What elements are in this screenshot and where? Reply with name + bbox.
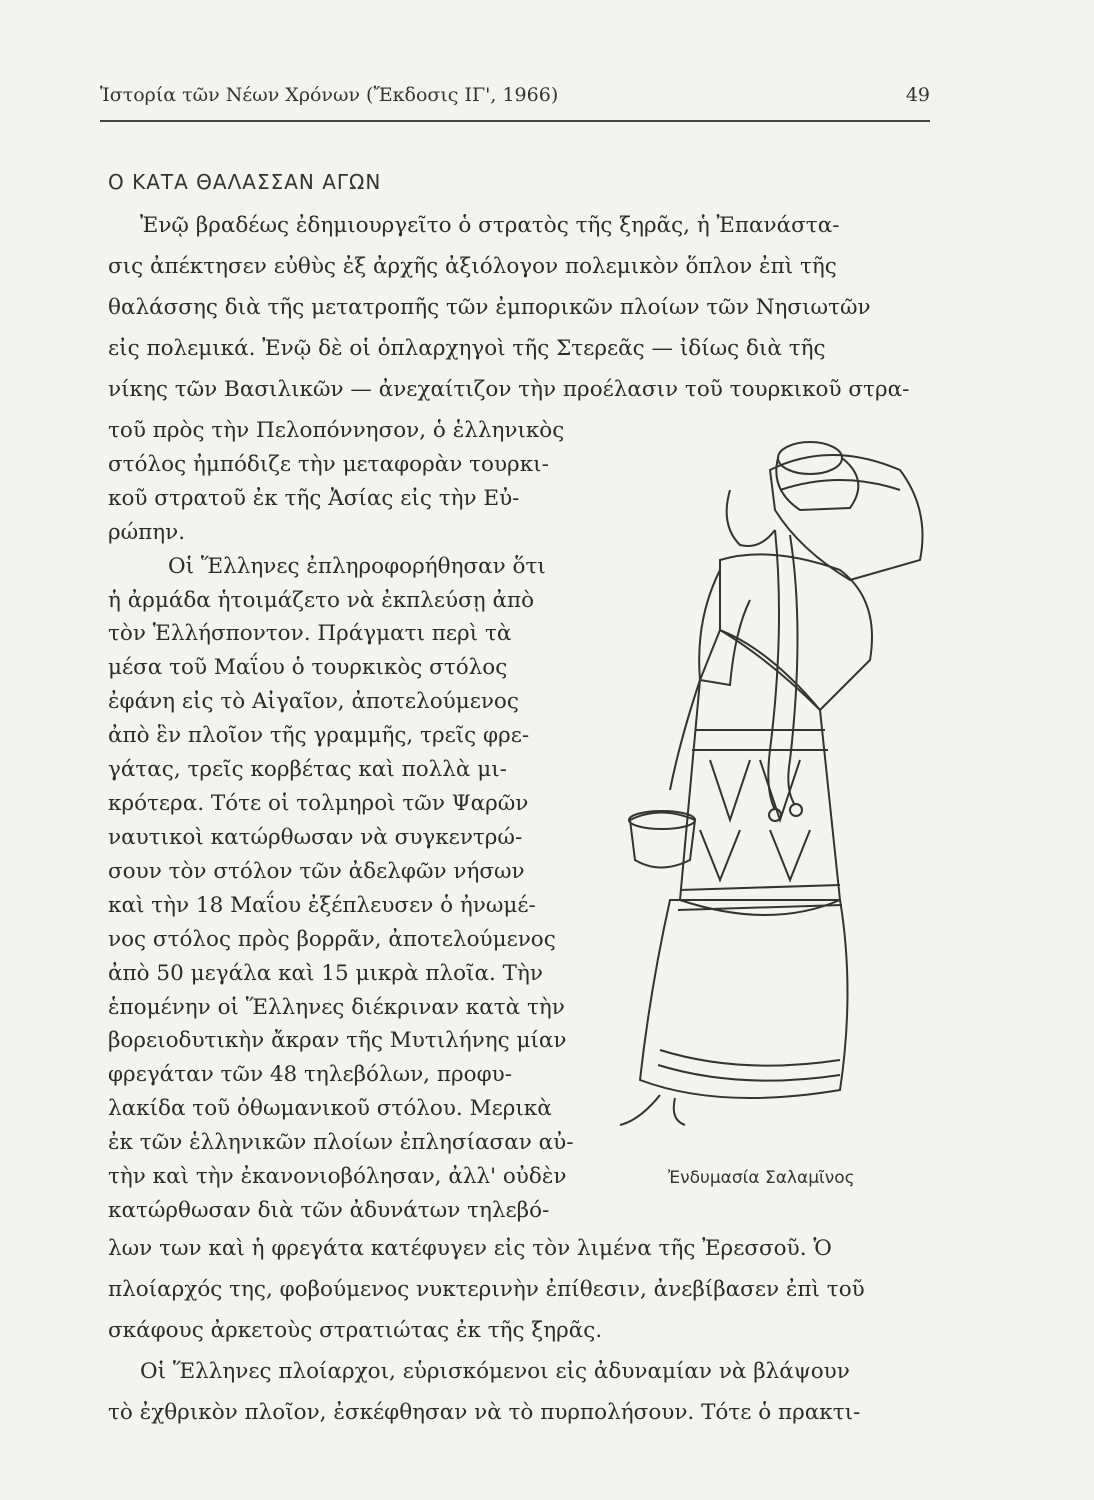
text-line: γάτας, τρεῖς κορβέτας καὶ πολλὰ μι- [108, 757, 507, 782]
page-number: 49 [905, 84, 930, 106]
text-line: σουν τὸν στόλον τῶν ἀδελφῶν νήσων [108, 859, 525, 884]
text-line: τὸ ἐχθρικὸν πλοῖον, ἐσκέφθησαν νὰ τὸ πυρπολήσουν. Τότε ὁ πρακτι- [108, 1400, 861, 1425]
text-line: ἐφάνη εἰς τὸ Αἰγαῖον, ἀποτελούμενος [108, 689, 519, 714]
text-line: Οἱ Ἕλληνες πλοίαρχοι, εὑρισκόμενοι εἰς ἀδυναμίαν νὰ βλάψουν [140, 1359, 850, 1384]
text-line: βορειοδυτικὴν ἄκραν τῆς Μυτιλήνης μίαν [108, 1028, 567, 1053]
text-line: ἡ ἀρμάδα ἡτοιμάζετο νὰ ἐκπλεύσῃ ἀπὸ [108, 588, 535, 613]
text-line: εἰς πολεμικά. Ἐνῷ δὲ οἱ ὁπλαρχηγοὶ τῆς Στερεᾶς — ἰδίως διὰ τῆς [108, 336, 826, 361]
text-line: λακίδα τοῦ ὀθωμανικοῦ στόλου. Μερικὰ [108, 1096, 552, 1121]
page-header [100, 84, 930, 106]
text-line: σκάφους ἀρκετοὺς στρατιώτας ἐκ τῆς ξηρᾶς. [108, 1318, 603, 1343]
text-line: ἑπομένην οἱ Ἕλληνες διέκριναν κατὰ τὴν [108, 995, 565, 1020]
text-line: μέσα τοῦ Μαΐου ὁ τουρκικὸς στόλος [108, 655, 508, 680]
text-line: καὶ τὴν 18 Μαΐου ἐξέπλευσεν ὁ ἠνωμέ- [108, 893, 536, 918]
text-line: ρώπην. [108, 520, 186, 545]
coat [680, 630, 840, 915]
text-line: λων των καὶ ἡ φρεγάτα κατέφυγεν εἰς τὸν λιμένα τῆς Ἐρεσσοῦ. Ὁ [108, 1236, 832, 1261]
text-line: Οἱ Ἕλληνες ἐπληροφορήθησαν ὅτι [168, 554, 546, 579]
section-title: Ο ΚΑΤΑ ΘΑΛΑΣΣΑΝ ΑΓΩΝ [108, 170, 382, 194]
jug [778, 442, 842, 474]
text-line: ἀπὸ ἓν πλοῖον τῆς γραμμῆς, τρεῖς φρε- [108, 723, 530, 748]
text-line: σις ἀπέκτησεν εὐθὺς ἐξ ἀρχῆς ἀξιόλογον πολεμικὸν ὅπλον ἐπὶ τῆς [108, 254, 837, 279]
costume-illustration [600, 430, 940, 1150]
running-title: Ἱστορία τῶν Νέων Χρόνων (Ἔκδοσις ΙΓ', 1966) [100, 84, 559, 106]
text-line: στόλος ἠμπόδιζε τὴν μεταφορὰν τουρκι- [108, 452, 549, 477]
figure-caption: Ἐνδυμασία Σαλαμῖνος [668, 1168, 855, 1188]
text-line: νος στόλος πρὸς βορρᾶν, ἀποτελούμενος [108, 927, 556, 952]
text-line: κρότερα. Τότε οἱ τολμηροὶ τῶν Ψαρῶν [108, 791, 529, 816]
text-line: τοῦ πρὸς τὴν Πελοπόννησον, ὁ ἑλληνικὸς [108, 418, 565, 443]
text-line: κοῦ στρατοῦ ἐκ τῆς Ἀσίας εἰς τὴν Εὐ- [108, 486, 520, 511]
text-line: Ἐνῷ βραδέως ἐδημιουργεῖτο ὁ στρατὸς τῆς ξηρᾶς, ἡ Ἐπανάστα- [140, 213, 840, 238]
text-line: κατώρθωσαν διὰ τῶν ἀδυνάτων τηλεβό- [108, 1198, 550, 1223]
header-rule [100, 120, 930, 122]
text-line: θαλάσσης διὰ τῆς μετατροπῆς τῶν ἐμπορικῶν πλοίων τῶν Νησιωτῶν [108, 295, 871, 320]
text-line: πλοίαρχός της, φοβούμενος νυκτερινὴν ἐπίθεσιν, ἀνεβίβασεν ἐπὶ τοῦ [108, 1277, 865, 1302]
text-line: ἀπὸ 50 μεγάλα καὶ 15 μικρὰ πλοῖα. Τὴν [108, 961, 543, 986]
text-line: τὸν Ἑλλήσποντον. Πράγματι περὶ τὰ [108, 621, 512, 646]
text-line: τὴν καὶ τὴν ἐκανονιοβόλησαν, ἀλλ' οὐδὲν [108, 1164, 567, 1189]
text-line: φρεγάταν τῶν 48 τηλεβόλων, προφυ- [108, 1062, 512, 1087]
text-line: ναυτικοὶ κατώρθωσαν νὰ συγκεντρώ- [108, 825, 523, 850]
text-line: ἐκ τῶν ἑλληνικῶν πλοίων ἐπλησίασαν αὐ- [108, 1130, 574, 1155]
text-line: νίκης τῶν Βασιλικῶν — ἀνεχαίτιζον τὴν προέλασιν τοῦ τουρκικοῦ στρα- [108, 377, 910, 402]
